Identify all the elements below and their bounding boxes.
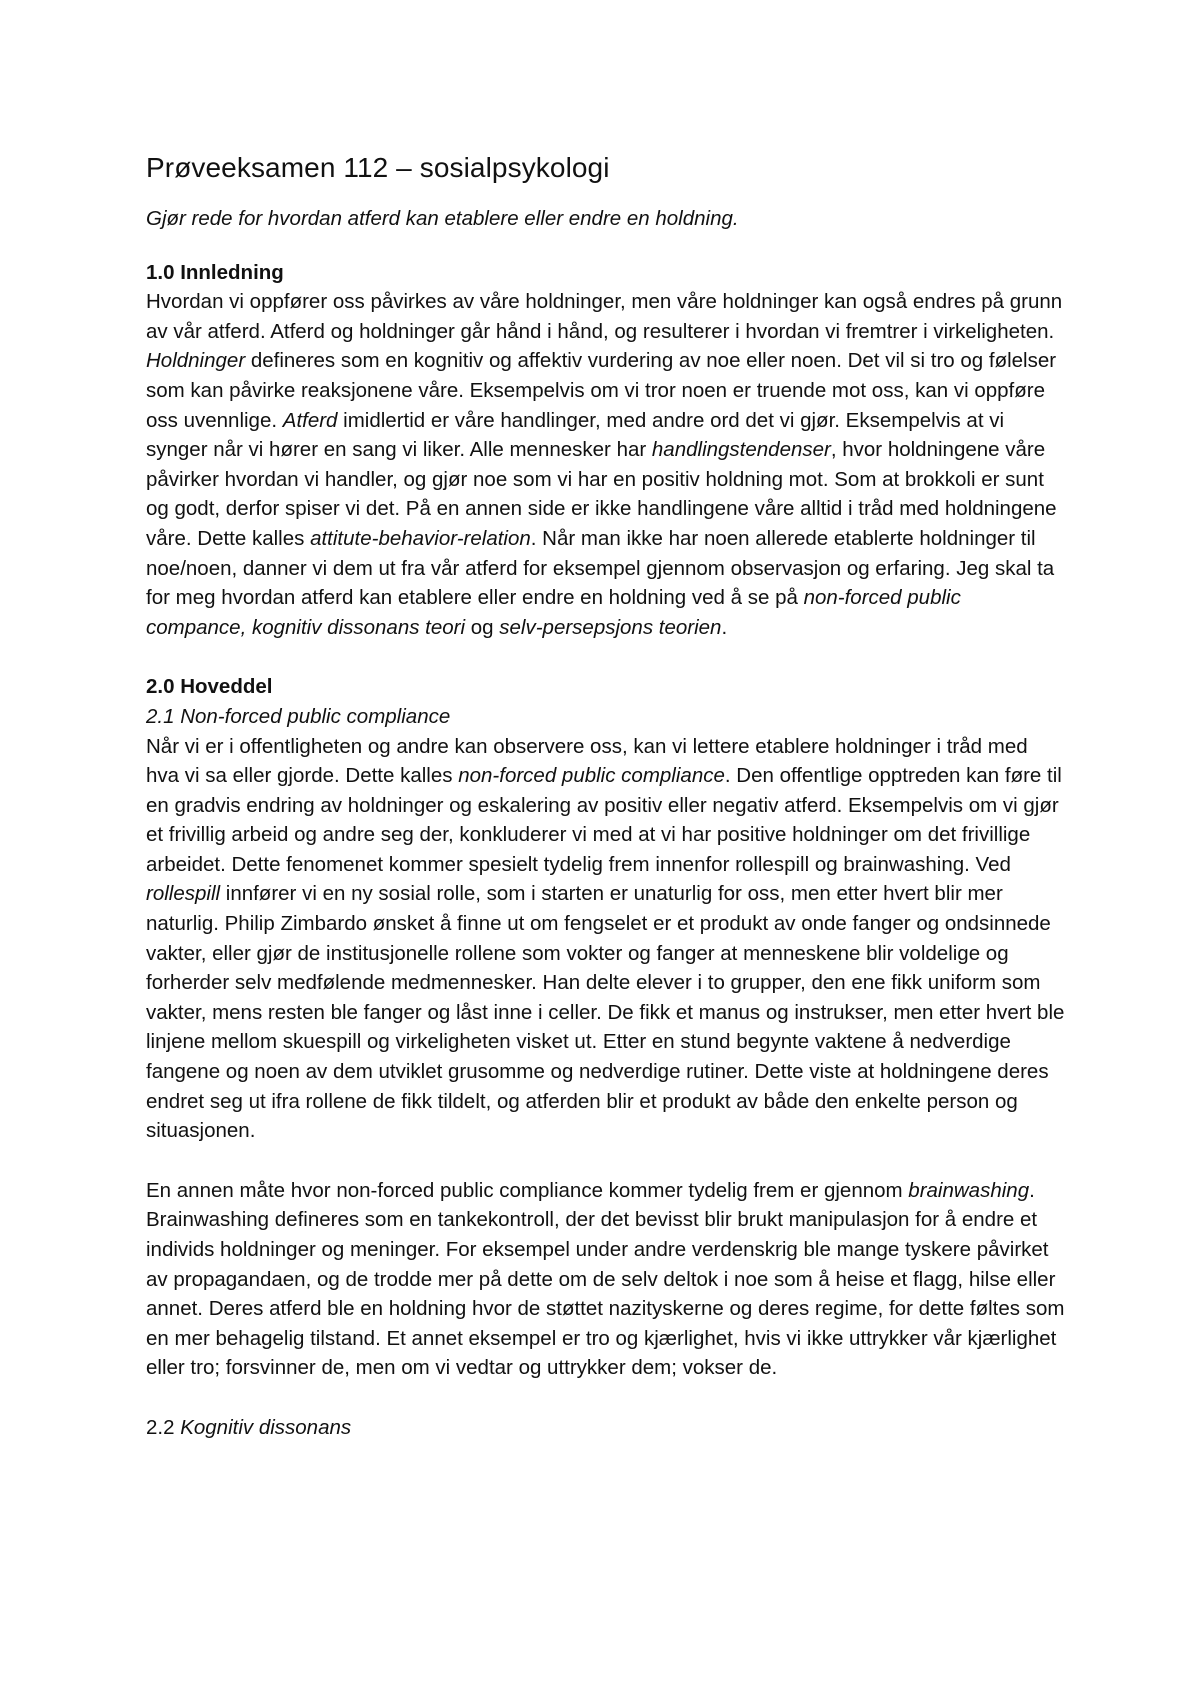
subsection-heading-compliance: 2.1 Non-forced public compliance [146,704,451,728]
compliance-paragraph-2: En annen måte hvor non-forced public compliance kommer tydelig frem er gjennom brainwashing. Brainwashing defineres som en tankekontroll, der det bevisst blir brukt manipulasjon for å endre et individs holdninger og meninger. For eksempel under andre verdenskrig ble mange tyskere påvirket av propagandaen, og de trodde mer på dette om de selv deltok i noe som å heise et flagg, hilse eller annet. Deres atferd ble en holdning hvor de støttet nazityskerne og deres regime, for dette føltes som en mer behagelig tilstand. Et annet eksempel er tro og kjærlighet, hvis vi ikke uttrykker vår kjærlighet eller tro; forsvinner de, men om vi vedtar og uttrykker dem; vokser de. [146,1178,1065,1380]
task-question: Gjør rede for hvordan atferd kan etablere eller endre en holdning. [146,207,739,230]
compliance-paragraph-1: Når vi er i offentligheten og andre kan observere oss, kan vi lettere etablere holdninger i tråd med hva vi sa eller gjorde. Dette kalles non-forced public compliance. Den offentlige opptreden kan føre til en gradvis endring av holdninger og eskalering av positiv eller negativ atferd. Eksempelvis om vi gjør et frivillig arbeid og andre seg der, konkluderer vi med at vi har positive holdninger om det frivillige arbeidet. Dette fenomenet kommer spesielt tydelig frem innenfor rollespill og brainwashing. Ved rollespill innfører vi en ny sosial rolle, som i starten er unaturlig for oss, men etter hvert blir mer naturlig. Philip Zimbardo ønsket å finne ut om fengselet er et produkt av onde fanger og ondsinnede vakter, eller gjør de institusjonelle rollene som vokter og fanger at menneskene blir voldelige og forherder selv medfølende medmennesker. Han delte elever i to grupper, den ene fikk uniform som vakter, mens resten ble fanger og låst inne i celler. De fikk et manus og instrukser, men etter hvert ble linjene mellom skuespill og virkeligheten visket ut. Etter en stund begynte vaktene å nedverdige fangene og noen av dem utviklet grusomme og nedverdige rutiner. Dette viste at holdningene deres endret seg ut ifra rollene de fikk tildelt, og atferden blir et produkt av både den enkelte person og situasjonen. [146,734,1065,1143]
document-title: Prøveeksamen 112 – sosialpsykologi [146,152,610,183]
document-page [146,150,1066,1443]
section-heading-introduction: 1.0 Innledning [146,260,284,284]
section-heading-main: 2.0 Hoveddel [146,675,273,699]
subsection-heading-dissonance: 2.2 Kognitiv dissonans [146,1415,352,1439]
introduction-paragraph: Hvordan vi oppfører oss påvirkes av våre holdninger, men våre holdninger kan også endres på grunn av vår atferd. Atferd og holdninger går hånd i hånd, og resulterer i hvordan vi fremtrer i virkeligheten. Holdninger defineres som en kognitiv og affektiv vurdering av noe eller noen. Det vil si tro og følelser som kan påvirke reaksjonene våre. Eksempelvis om vi tror noen er truende mot oss, kan vi oppføre oss uvennlige. Atferd imidlertid er våre handlinger, med andre ord det vi gjør. Eksempelvis at vi synger når vi hører en sang vi liker. Alle mennesker har handlingstendenser, hvor holdningene våre påvirker hvordan vi handler, og gjør noe som vi har en positiv holdning mot. Som at brokkoli er sunt og godt, derfor spiser vi det. På en annen side er ikke handlingene våre alltid i tråd med holdningene våre. Dette kalles attitute-behavior-relation. Når man ikke har noen allerede etablerte holdninger til noe/noen, danner vi dem ut fra vår atferd for eksempel gjennom observasjon og erfaring. Jeg skal ta for meg hvordan atferd kan etablere eller endre en holdning ved å se på non-forced public compance, kognitiv dissonans teori og selv-persepsjons teorien. [146,290,1063,639]
